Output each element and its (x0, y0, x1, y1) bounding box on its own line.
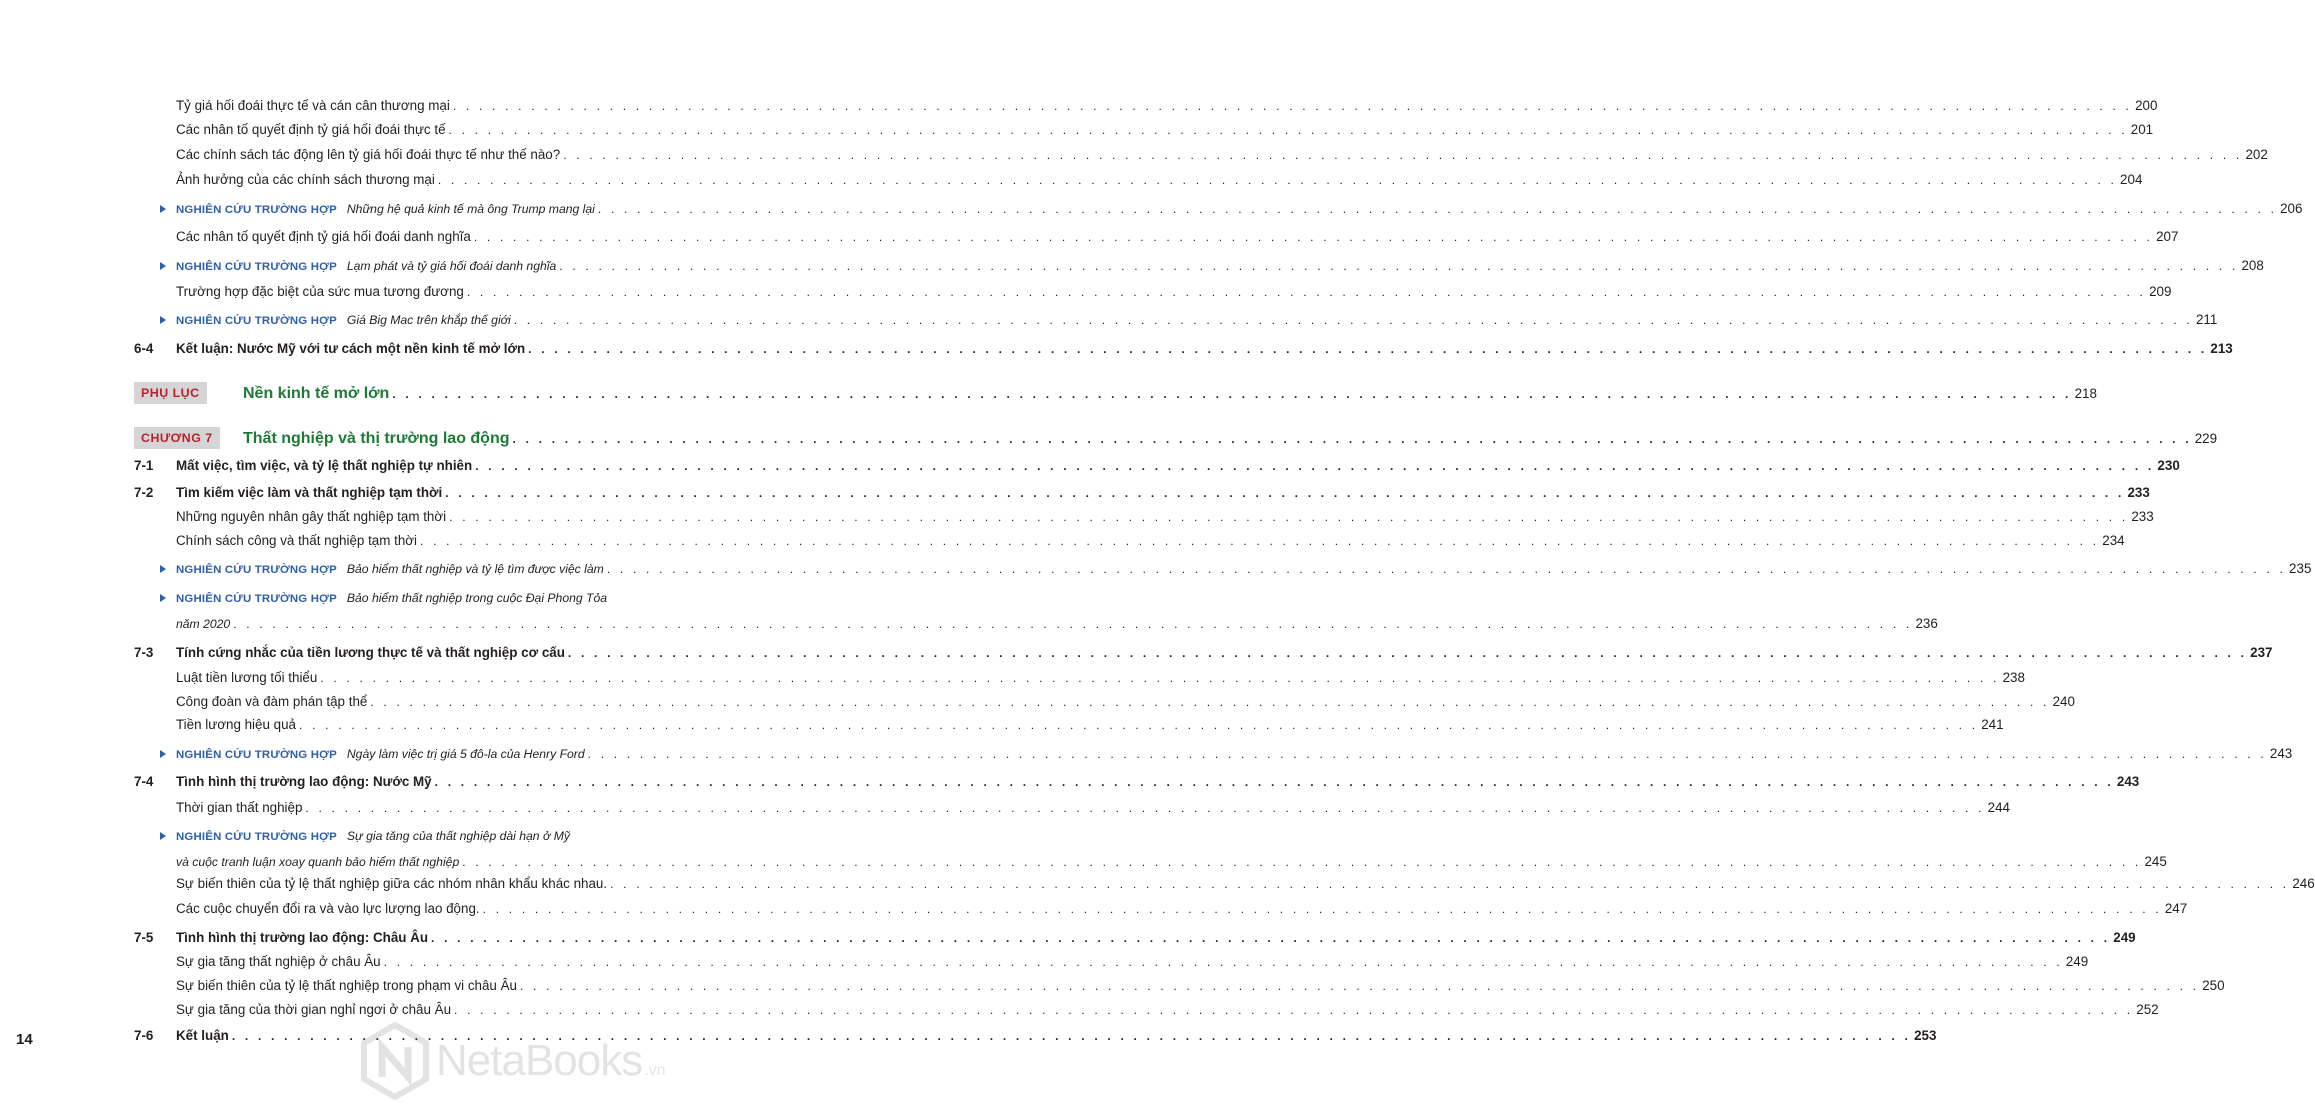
dot-leader (435, 773, 2114, 791)
dot-leader (449, 121, 2128, 139)
entry-title: Tỷ giá hối đoái thực tế và cán cân thương mại (176, 98, 450, 113)
dot-leader (483, 900, 2162, 918)
entry-page: 233 (2131, 509, 2154, 524)
toc-entry-line (176, 745, 2293, 764)
entry-title: Kết luận (176, 1028, 229, 1043)
case-first-line (176, 827, 570, 846)
dot-leader (453, 97, 2132, 115)
dot-leader (528, 340, 2207, 358)
entry-page: 204 (2120, 172, 2143, 187)
toc-entry-line (176, 799, 2010, 817)
entry-page: 230 (2157, 458, 2180, 473)
entry-title: Thất nghiệp và thị trường lao động (243, 430, 510, 447)
toc-entry-line (176, 228, 2179, 246)
section-number: 7-5 (134, 930, 154, 945)
dot-leader (607, 560, 2286, 578)
entry-title: Sự gia tăng thất nghiệp ở châu Âu (176, 954, 381, 969)
entry-title: Luật tiền lương tối thiểu (176, 670, 318, 685)
case-title-wrap (176, 560, 604, 579)
page-number: 14 (16, 1031, 33, 1048)
toc-entry-line (243, 428, 2218, 450)
entry-page: 247 (2164, 901, 2188, 916)
dot-leader (438, 171, 2117, 189)
toc-entry-line (176, 200, 2303, 219)
entry-page: 202 (2245, 147, 2268, 162)
dot-leader (598, 200, 2277, 218)
toc-entry-line (176, 171, 2143, 189)
dot-leader (474, 228, 2153, 246)
toc-entry-line (176, 97, 2158, 115)
dot-leader (305, 799, 1984, 817)
dot-leader (475, 457, 2154, 475)
dot-leader (454, 1001, 2133, 1019)
entry-page: 243 (2269, 746, 2293, 761)
chapter-badge: CHƯƠNG 7 (134, 427, 220, 449)
watermark-text: NetaBooks (436, 1036, 643, 1085)
entry-page: 240 (2052, 694, 2075, 709)
dot-leader (392, 383, 2071, 405)
watermark (360, 1018, 666, 1104)
entry-page: 241 (1981, 717, 2004, 732)
entry-title: Công đoàn và đàm phán tập thể (176, 694, 368, 709)
case-arrow-icon (160, 205, 166, 213)
entry-page: 213 (2210, 341, 2233, 356)
entry-title-line1: Sự gia tăng của thất nghiệp dài hạn ở Mỹ (346, 829, 570, 843)
entry-title: Bảo hiểm thất nghiệp và tỷ lệ tìm được việc làm (346, 562, 604, 576)
case-arrow-icon (160, 565, 166, 573)
dot-leader (420, 532, 2099, 550)
chapter-badge: PHỤ LỤC (134, 382, 207, 404)
toc-entry-line (176, 773, 2140, 791)
entry-page: 249 (2065, 954, 2089, 969)
entry-title: Các nhân tố quyết định tỷ giá hối đoái danh nghĩa (176, 229, 471, 244)
entry-page: 200 (2135, 98, 2158, 113)
toc-entry-line (176, 340, 2233, 358)
toc-entry-line (176, 457, 2180, 475)
toc-entry-line (176, 644, 2273, 662)
toc-entry-line (176, 532, 2125, 550)
case-title-wrap (176, 257, 556, 276)
case-study-tag: NGHIÊN CỨU TRƯỜNG HỢP (176, 261, 337, 273)
dot-leader (233, 615, 1912, 633)
toc-entry-line (176, 121, 2154, 139)
toc-entry-line (176, 1001, 2159, 1019)
dot-leader (370, 693, 2049, 711)
dot-leader (559, 257, 2238, 275)
toc-entry-line (176, 146, 2268, 164)
case-arrow-icon (160, 262, 166, 270)
toc-entry-line (176, 508, 2154, 526)
entry-title: Sự biến thiên của tỷ lệ thất nghiệp giữa các nhóm nhân khẩu khác nhau. (176, 876, 608, 891)
toc-entry-line (176, 283, 2172, 301)
entry-title-line2: và cuộc tranh luận xoay quanh bảo hiểm thất nghiệp (176, 855, 460, 869)
entry-page: 246 (2292, 876, 2315, 891)
dot-leader (431, 929, 2110, 947)
section-number: 7-4 (134, 774, 154, 789)
section-number: 7-3 (134, 645, 154, 660)
dot-leader (445, 484, 2124, 502)
entry-title: Các cuộc chuyển đổi ra và vào lực lượng lao động. (176, 901, 480, 916)
entry-page: 206 (2280, 201, 2303, 216)
entry-page: 252 (2136, 1002, 2159, 1017)
entry-page: 209 (2149, 284, 2172, 299)
entry-title: Những hệ quả kinh tế mà ông Trump mang lại (346, 202, 595, 216)
entry-page: 245 (2144, 854, 2167, 869)
entry-title: Lạm phát và tỷ giá hối đoái danh nghĩa (346, 259, 557, 273)
toc-entry-line (176, 669, 2025, 687)
entry-page: 249 (2113, 930, 2136, 945)
case-arrow-icon (160, 594, 166, 602)
entry-page: 243 (2116, 774, 2140, 789)
dot-leader (513, 428, 2192, 450)
toc-entry-line (176, 311, 2218, 330)
entry-page: 244 (1987, 800, 2010, 815)
entry-page: 238 (2002, 670, 2025, 685)
dot-leader (568, 644, 2247, 662)
entry-title: Tính cứng nhắc của tiền lương thực tế và thất nghiệp cơ cấu (176, 645, 565, 660)
section-number: 7-6 (134, 1028, 154, 1043)
dot-leader (449, 508, 2128, 526)
case-arrow-icon (160, 750, 166, 758)
entry-title: Các chính sách tác động lên tỷ giá hối đoái thực tế như thế nào? (176, 147, 561, 162)
netabooks-logo-icon (360, 1022, 430, 1100)
toc-entry-line (176, 693, 2075, 711)
entry-page: 201 (2130, 122, 2154, 137)
case-arrow-icon (160, 832, 166, 840)
entry-title: Giá Big Mac trên khắp thế giới (346, 313, 511, 327)
case-arrow-icon (160, 316, 166, 324)
section-number: 7-1 (134, 458, 154, 473)
case-study-tag: NGHIÊN CỨU TRƯỜNG HỢP (176, 749, 337, 761)
entry-page: 250 (2202, 978, 2225, 993)
section-number: 6-4 (134, 341, 154, 356)
toc-entry-line (176, 716, 2004, 734)
entry-page: 233 (2127, 485, 2150, 500)
entry-title-line2: năm 2020 (176, 617, 231, 631)
dot-leader (320, 669, 1999, 687)
case-title-wrap (176, 311, 511, 330)
entry-title: Những nguyên nhân gây thất nghiệp tạm thời (176, 509, 447, 524)
dot-leader (299, 716, 1978, 734)
entry-title: Các nhân tố quyết định tỷ giá hối đoái thực tế (176, 122, 446, 137)
entry-page: 234 (2102, 533, 2125, 548)
toc-entry-line (176, 875, 2315, 893)
dot-leader (588, 745, 2267, 763)
entry-page: 207 (2156, 229, 2179, 244)
entry-title: Ảnh hưởng của các chính sách thương mại (176, 172, 435, 187)
entry-page: 218 (2074, 386, 2097, 401)
entry-title: Tình hình thị trường lao động: Châu Âu (176, 930, 429, 945)
entry-page: 208 (2241, 258, 2264, 273)
dot-leader (467, 283, 2146, 301)
watermark-suffix: .vn (644, 1062, 666, 1079)
entry-title: Tìm kiếm việc làm và thất nghiệp tạm thời (176, 485, 443, 500)
toc-entry-line (176, 257, 2264, 276)
case-study-tag: NGHIÊN CỨU TRƯỜNG HỢP (176, 315, 337, 327)
section-number: 7-2 (134, 485, 154, 500)
toc-entry-line (176, 900, 2188, 918)
toc-entry-line (176, 853, 2167, 871)
dot-leader (610, 875, 2289, 893)
entry-title: Tình hình thị trường lao động: Nước Mỹ (176, 774, 432, 789)
toc-entry-line (176, 484, 2150, 502)
entry-title-line1: Bảo hiểm thất nghiệp trong cuộc Đại Phong Tỏa (346, 591, 608, 605)
toc-entry-line (176, 929, 2136, 947)
entry-page: 211 (2195, 312, 2218, 327)
entry-page: 229 (2194, 431, 2218, 446)
toc-entry-line (176, 615, 1938, 633)
entry-title: Thời gian thất nghiệp (176, 800, 303, 815)
toc-entry-line (243, 383, 2097, 405)
case-study-tag: NGHIÊN CỨU TRƯỜNG HỢP (176, 593, 337, 605)
entry-title: Kết luận: Nước Mỹ với tư cách một nền kinh tế mở lớn (176, 341, 526, 356)
toc-entry-line (176, 560, 2312, 579)
entry-page: 237 (2250, 645, 2273, 660)
dot-leader (384, 953, 2063, 971)
entry-title: Nền kinh tế mở lớn (243, 385, 390, 402)
entry-title: Chính sách công và thất nghiệp tạm thời (176, 533, 418, 548)
case-study-tag: NGHIÊN CỨU TRƯỜNG HỢP (176, 831, 337, 843)
toc-entry-line (176, 977, 2225, 995)
case-study-tag: NGHIÊN CỨU TRƯỜNG HỢP (176, 564, 337, 576)
case-study-tag: NGHIÊN CỨU TRƯỜNG HỢP (176, 204, 337, 216)
dot-leader (520, 977, 2199, 995)
entry-page: 236 (1915, 616, 1938, 631)
entry-title: Mất việc, tìm việc, và tỷ lệ thất nghiệp tự nhiên (176, 458, 473, 473)
case-title-wrap (176, 200, 595, 219)
case-title-wrap (176, 745, 585, 764)
dot-leader (514, 311, 2193, 329)
dot-leader (462, 853, 2141, 871)
entry-title: Ngày làm việc trị giá 5 đô-la của Henry Ford (346, 747, 585, 761)
case-first-line (176, 589, 607, 608)
entry-page: 235 (2289, 561, 2312, 576)
toc-entry-line (176, 953, 2089, 971)
dot-leader (563, 146, 2242, 164)
entry-title: Sự biến thiên của tỷ lệ thất nghiệp trong phạm vi châu Âu (176, 978, 517, 993)
entry-title: Sự gia tăng của thời gian nghỉ ngơi ở châu Âu (176, 1002, 452, 1017)
entry-title: Trường hợp đặc biệt của sức mua tương đương (176, 284, 464, 299)
entry-title: Tiền lương hiệu quả (176, 717, 296, 732)
entry-page: 253 (1914, 1028, 1937, 1043)
